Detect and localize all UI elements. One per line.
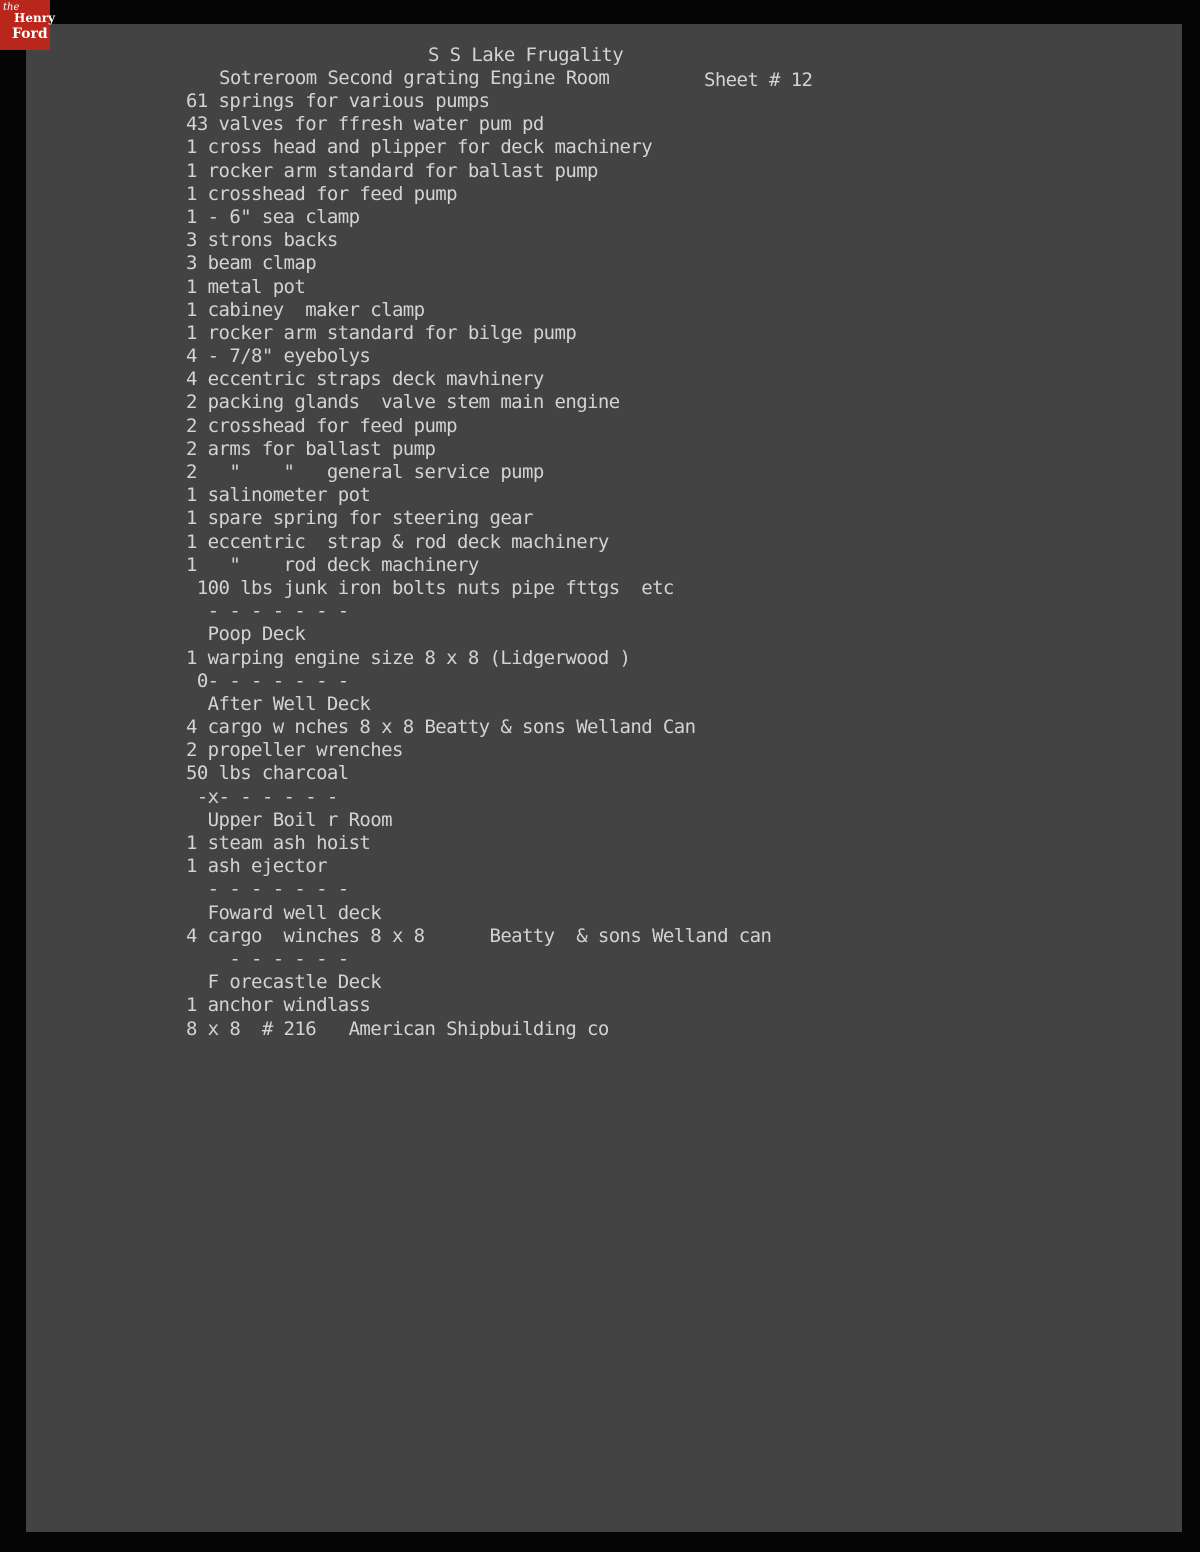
inventory-line: 2 " " general service pump (186, 461, 544, 483)
document-title: S S Lake Frugality (428, 44, 624, 66)
inventory-line: 1 anchor windlass (186, 994, 371, 1017)
inventory-line: 1 rocker arm standard for bilge pump (186, 321, 577, 344)
inventory-line: 1 ash ejector (186, 855, 327, 878)
inventory-line: 2 packing glands valve stem main engine (186, 391, 620, 414)
inventory-line: 61 springs for various pumps (186, 90, 490, 112)
inventory-line: 1 spare spring for steering gear (186, 507, 533, 530)
inventory-line: 50 lbs charcoal (186, 762, 349, 785)
inventory-line: 1 crosshead for feed pump (186, 182, 457, 205)
inventory-line: 4 cargo w nches 8 x 8 Beatty & sons Welland Can (186, 716, 696, 739)
sheet-number: Sheet # 12 (704, 69, 813, 91)
inventory-line: 1 rocker arm standard for ballast pump (186, 159, 598, 182)
inventory-line: 1 cross head and plipper for deck machinery (186, 136, 653, 159)
inventory-line: 1 warping engine size 8 x 8 (Lidgerwood ) (186, 646, 631, 669)
inventory-line: 1 metal pot (186, 275, 306, 298)
inventory-list (186, 90, 771, 1041)
inventory-line: - - - - - - - (186, 600, 349, 623)
inventory-line: Upper Boil r Room (186, 808, 392, 831)
inventory-line: 3 beam clmap (186, 252, 317, 275)
inventory-line: 1 - 6" sea clamp (186, 205, 360, 228)
inventory-line: 1 " rod deck machinery (186, 553, 479, 576)
inventory-line: After Well Deck (186, 692, 371, 715)
document-subtitle: Sotreroom Second grating Engine Room (219, 67, 610, 89)
henry-ford-logo (0, 0, 55, 50)
inventory-line: Foward well deck (186, 901, 382, 924)
inventory-line: 43 valves for ffresh water pum pd (186, 113, 544, 136)
inventory-line: F orecastle Deck (186, 971, 382, 994)
logo-henry: Henry (14, 11, 55, 25)
inventory-line: -x- - - - - - (186, 785, 338, 808)
logo-the: the (3, 2, 20, 13)
inventory-line: 4 eccentric straps deck mavhinery (186, 368, 544, 391)
inventory-line: 1 salinometer pot (186, 484, 371, 507)
inventory-line: 2 propeller wrenches (186, 739, 403, 762)
inventory-line: 2 crosshead for feed pump (186, 414, 457, 437)
inventory-line: 100 lbs junk iron bolts nuts pipe fttgs etc (186, 576, 674, 599)
inventory-line: Poop Deck (186, 623, 306, 646)
inventory-line: 1 eccentric strap & rod deck machinery (186, 530, 609, 553)
typewritten-sheet (26, 24, 1182, 1532)
inventory-line: 2 arms for ballast pump (186, 437, 436, 460)
inventory-line: 1 cabiney maker clamp (186, 298, 425, 321)
inventory-line: - - - - - - - (186, 878, 349, 901)
inventory-line: 3 strons backs (186, 229, 338, 252)
inventory-line: 0- - - - - - - (186, 669, 349, 692)
inventory-line: 4 - 7/8" eyebolys (186, 345, 371, 368)
inventory-line: 8 x 8 # 216 American Shipbuilding co (186, 1017, 609, 1040)
inventory-line: 4 cargo winches 8 x 8 Beatty & sons Welland can (186, 924, 772, 947)
inventory-line: 1 steam ash hoist (186, 832, 371, 854)
logo-ford: Ford (12, 26, 48, 42)
inventory-line: - - - - - - (186, 947, 349, 970)
